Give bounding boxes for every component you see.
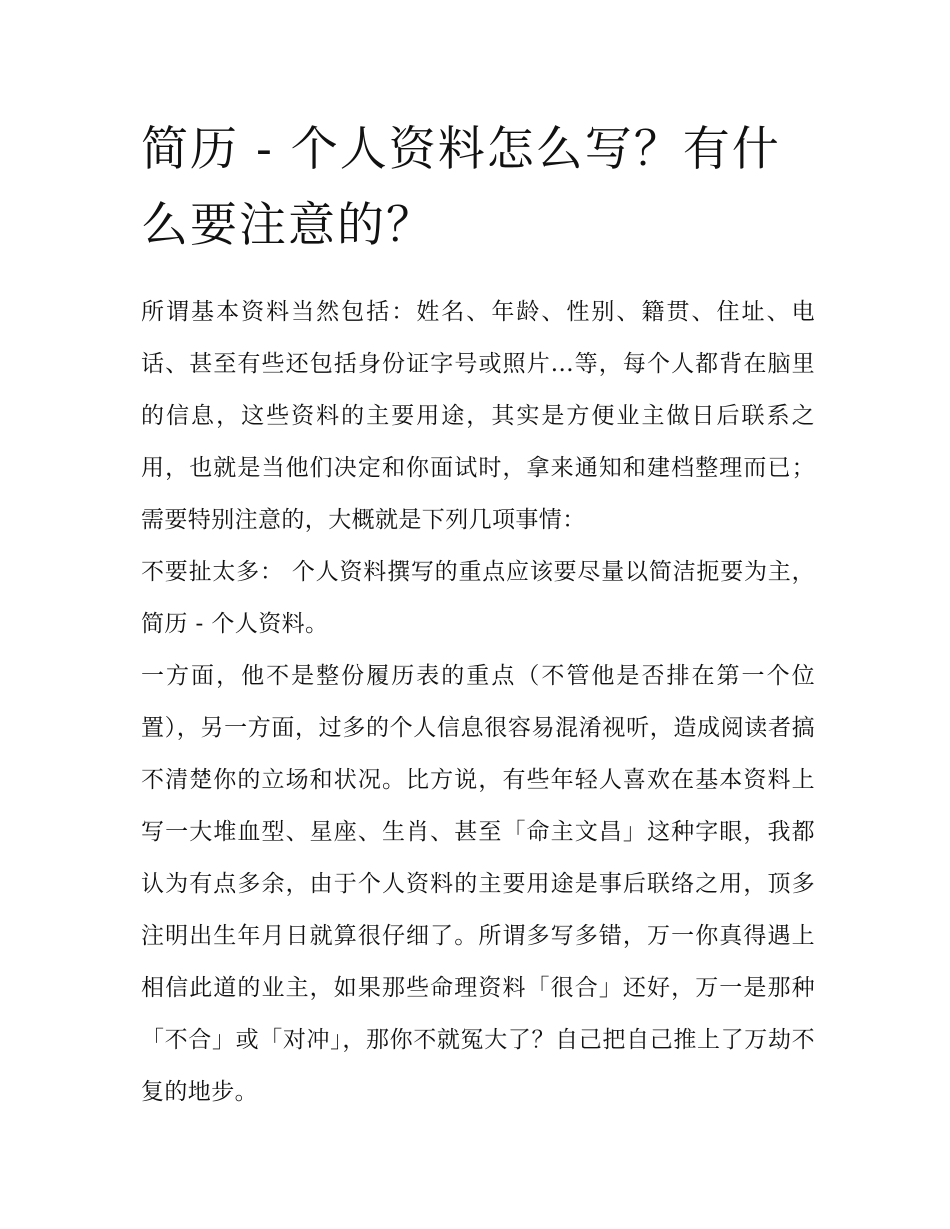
page-title: 简历 - 个人资料怎么写？有什么要注意的？ (141, 122, 781, 253)
paragraph-explanation: 一方面，他不是整份履历表的重点（不管他是否排在第一个位置），另一方面，过多的个人信息很容易混淆视听，造成阅读者搞不清楚你的立场和状况。比方说，有些年轻人喜欢在基本资料上写一大堆血型、星座、生肖、甚至「命主文昌」这种字眼，我都认为有点多余，由于个人资料的主要用途是事后联络之用，顶多注明出生年月日就算很仔细了。所谓多写多错，万一你真得遇上相信此道的业主，如果那些命理资料「很合」还好，万一是那种「不合」或「对冲」，那你不就冤大了？自己把自己推上了万劫不复的地步。 (141, 663, 815, 1105)
document-page (141, 112, 815, 1118)
paragraph-dont-overdo: 不要扯太多： 个人资料撰写的重点应该要尽量以简洁扼要为主，简历 - 个人资料。 (141, 559, 815, 637)
paragraph-basic-info: 所谓基本资料当然包括：姓名、年龄、性别、籍贯、住址、电话、甚至有些还包括身份证字号或照片...等，每个人都背在脑里的信息，这些资料的主要用途，其实是方便业主做日后联系之用，也就是当他们决定和你面试时，拿来通知和建档整理而已；需要特别注意的，大概就是下列几项事情： (141, 299, 815, 533)
